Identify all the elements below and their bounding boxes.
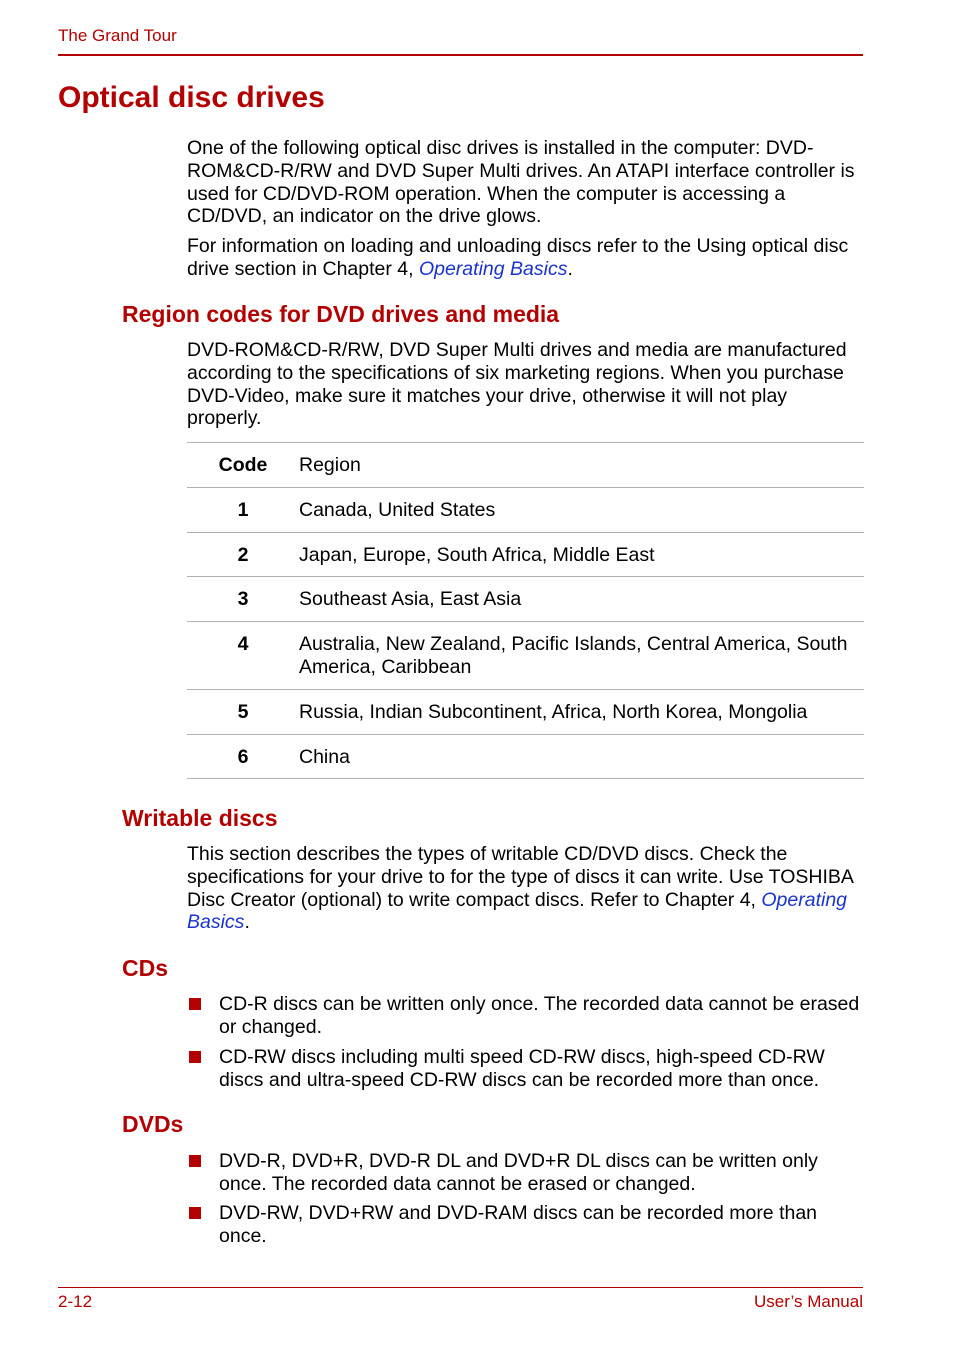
code-cell: 5 (187, 689, 299, 734)
writable-discs-heading: Writable discs (122, 805, 278, 831)
list-item-text: DVD-R, DVD+R, DVD-R DL and DVD+R DL discs can be written only once. The recorded data cannot be erased or changed. (219, 1150, 818, 1195)
list-item (187, 1202, 863, 1248)
intro-paragraph-2 (187, 235, 863, 281)
intro-p2-end: . (567, 257, 573, 280)
header-rule (58, 54, 863, 56)
column-header-region: Region (299, 443, 864, 488)
writable-end: . (244, 911, 250, 934)
region-cell: Australia, New Zealand, Pacific Islands, Central America, South America, Caribbean (299, 622, 864, 690)
list-item-text: DVD-RW, DVD+RW and DVD-RAM discs can be recorded more than once. (219, 1202, 818, 1247)
cds-heading: CDs (122, 955, 169, 981)
manual-name: User’s Manual (754, 1292, 863, 1311)
footer-rule (58, 1287, 863, 1288)
region-paragraph: DVD-ROM&CD-R/RW, DVD Super Multi drives and media are manufactured according to the specifications of six marketing regions. When you purchase DVD-Video, make sure it matches your drive, otherwise it will not play properly. (187, 339, 847, 430)
bullet-square-icon (189, 998, 201, 1010)
list-item (187, 1150, 863, 1196)
region-cell: China (299, 734, 864, 779)
table-header-row (187, 443, 864, 488)
bullet-square-icon (189, 1155, 201, 1167)
code-cell: 6 (187, 734, 299, 779)
region-cell: Russia, Indian Subcontinent, Africa, North Korea, Mongolia (299, 689, 864, 734)
writable-paragraph (187, 843, 863, 934)
intro-paragraph: One of the following optical disc drives is installed in the computer: DVD-ROM&CD-R/RW and DVD Super Multi drives. An ATAPI interface controller is used for CD/DVD-ROM operation. When the computer is accessing a CD/DVD, an indicator on the drive glows. (187, 137, 855, 228)
bullet-square-icon (189, 1207, 201, 1219)
dvds-heading: DVDs (122, 1111, 184, 1137)
code-cell: 4 (187, 622, 299, 690)
region-cell: Japan, Europe, South Africa, Middle East (299, 532, 864, 577)
table-row (187, 532, 864, 577)
list-item (187, 993, 863, 1039)
bullet-square-icon (189, 1051, 201, 1063)
code-cell: 1 (187, 487, 299, 532)
region-codes-heading: Region codes for DVD drives and media (122, 301, 560, 327)
table-row (187, 622, 864, 690)
list-item-text: CD-R discs can be written only once. The recorded data cannot be erased or changed. (219, 993, 860, 1038)
page-title: Optical disc drives (58, 81, 325, 114)
operating-basics-link-2[interactable]: Operating Basics (187, 888, 848, 934)
column-header-code: Code (187, 443, 299, 488)
table-row (187, 734, 864, 779)
list-item (187, 1046, 863, 1092)
list-item-text: CD-RW discs including multi speed CD-RW discs, high-speed CD-RW discs and ultra-speed CD-RW discs can be recorded more than once. (219, 1046, 825, 1091)
table-row (187, 577, 864, 622)
region-codes-table (187, 442, 864, 779)
table-row (187, 487, 864, 532)
writable-text: This section describes the types of writable CD/DVD discs. Check the specifications for your drive to for the type of discs it can write. Use TOSHIBA Disc Creator (optional) to write compact discs. Refer to Chapter 4, (187, 843, 853, 911)
code-cell: 2 (187, 532, 299, 577)
intro-p2-text: For information on loading and unloading discs refer to the Using optical disc drive section in Chapter 4, (187, 235, 849, 280)
code-cell: 3 (187, 577, 299, 622)
operating-basics-link[interactable]: Operating Basics (418, 257, 568, 280)
region-cell: Canada, United States (299, 487, 864, 532)
running-header: The Grand Tour (58, 26, 177, 45)
page-number: 2-12 (58, 1292, 93, 1311)
region-cell: Southeast Asia, East Asia (299, 577, 864, 622)
table-row (187, 689, 864, 734)
